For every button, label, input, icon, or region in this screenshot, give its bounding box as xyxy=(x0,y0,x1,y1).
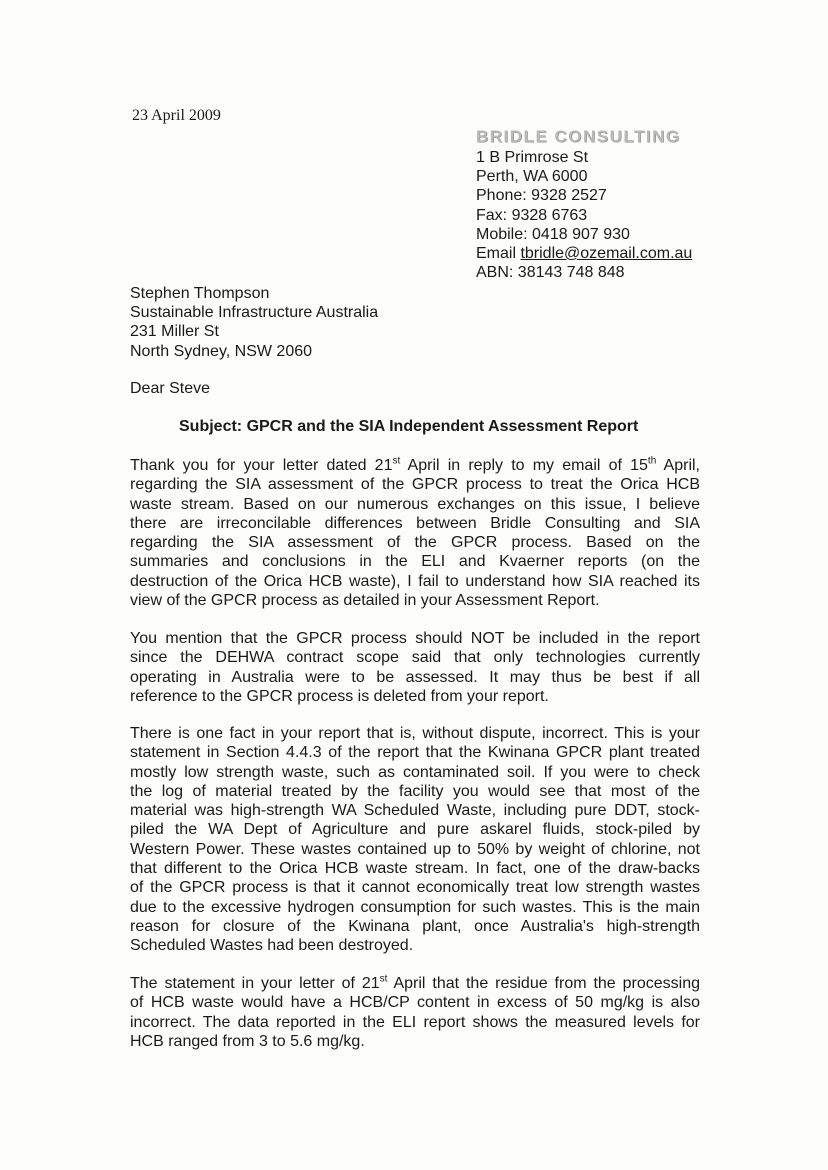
paragraph-line: HCB ranged from 3 to 5.6 mg/kg. xyxy=(130,1032,365,1050)
paragraph-line: piled the WA Dept of Agriculture and pure askarel fluids, stock-piled by xyxy=(130,821,700,839)
recipient-address-block xyxy=(130,284,378,361)
paragraph-line: The statement in your letter of 21st April that the residue from the processing xyxy=(130,973,701,992)
email-label: Email xyxy=(476,245,521,263)
recipient-name: Stephen Thompson xyxy=(130,285,270,302)
paragraph-line: waste stream. Based on our numerous exchanges on this issue, I believe xyxy=(130,495,700,513)
paragraph-line: reason for closure of the Kwinana plant, once Australia's high-strength xyxy=(130,917,700,935)
paragraph-line: There is one fact in your report that is, without dispute, incorrect. This is your xyxy=(130,725,700,742)
recipient-organisation: Sustainable Infrastructure Australia xyxy=(130,304,379,322)
email-link[interactable]: tbridle@ozemail.com.au xyxy=(520,245,693,263)
sender-address-block xyxy=(476,148,692,282)
fax-number: Fax: 9328 6763 xyxy=(476,206,588,224)
paragraph-line: You mention that the GPCR process should NOT be included in the report xyxy=(130,630,700,647)
paragraph-line: regarding the SIA assessment of the GPCR process to treat the Orica HCB xyxy=(130,476,700,494)
abn-number: ABN: 38143 748 848 xyxy=(476,264,625,282)
paragraph-1 xyxy=(130,456,700,610)
address-city: Perth, WA 6000 xyxy=(476,168,588,186)
paragraph-line: reference to the GPCR process is deleted from your report. xyxy=(130,687,549,705)
paragraph-line: the log of material treated by the facility you would see that most of the xyxy=(130,782,700,800)
paragraph-line: summaries and conclusions in the ELI and Kvaerner reports (on the xyxy=(130,553,700,571)
paragraph-line: operating in Australia were to be assessed. It may thus be best if all xyxy=(130,668,700,686)
paragraph-line: due to the excessive hydrogen consumption for such wastes. This is the main xyxy=(130,898,700,916)
paragraph-2 xyxy=(130,629,700,706)
paragraph-line: of HCB waste would have a HCB/CP content in excess of 50 mg/kg is also xyxy=(130,994,700,1012)
letter-date: 23 April 2009 xyxy=(132,107,221,124)
mobile-number: Mobile: 0418 907 930 xyxy=(476,225,630,243)
paragraph-4 xyxy=(130,974,700,1051)
paragraph-line: that different to the Orica HCB waste stream. In fact, one of the draw-backs xyxy=(130,860,700,878)
paragraph-line: Thank you for your letter dated 21st April in reply to my email of 15th April, xyxy=(130,455,701,474)
paragraph-line: Scheduled Wastes had been destroyed. xyxy=(130,937,414,955)
paragraph-line: view of the GPCR process as detailed in your Assessment Report. xyxy=(130,592,600,610)
address-street: 1 B Primrose St xyxy=(476,149,589,166)
subject-line: Subject: GPCR and the SIA Independent Assessment Report xyxy=(179,418,639,435)
paragraph-line: Western Power. These wastes contained up to 50% by weight of chlorine, not xyxy=(130,840,700,858)
paragraph-line: of the GPCR process is that it cannot economically treat low strength wastes xyxy=(130,879,700,897)
recipient-street: 231 Miller St xyxy=(130,323,219,341)
salutation: Dear Steve xyxy=(130,380,211,397)
company-logo: BRIDLE CONSULTING xyxy=(476,127,681,146)
paragraph-line: mostly low strength waste, such as contaminated soil. If you were to check xyxy=(130,763,700,781)
paragraph-line: there are irreconcilable differences between Bridle Consulting and SIA xyxy=(130,514,700,532)
recipient-city: North Sydney, NSW 2060 xyxy=(130,342,313,360)
paragraph-line: since the DEHWA contract scope said that only technologies currently xyxy=(130,649,700,667)
phone-number: Phone: 9328 2527 xyxy=(476,187,607,205)
email-line xyxy=(476,244,692,263)
paragraph-line: regarding the SIA assessment of the GPCR process. Based on the xyxy=(130,534,700,552)
paragraph-line: statement in Section 4.4.3 of the report that the Kwinana GPCR plant treated xyxy=(130,744,700,762)
paragraph-line: destruction of the Orica HCB waste), I fail to understand how SIA reached its xyxy=(130,572,700,590)
paragraph-line: material was high-strength WA Scheduled Waste, including pure DDT, stock- xyxy=(130,802,700,820)
paragraph-3 xyxy=(130,724,700,956)
paragraph-line: incorrect. The data reported in the ELI report shows the measured levels for xyxy=(130,1013,700,1031)
